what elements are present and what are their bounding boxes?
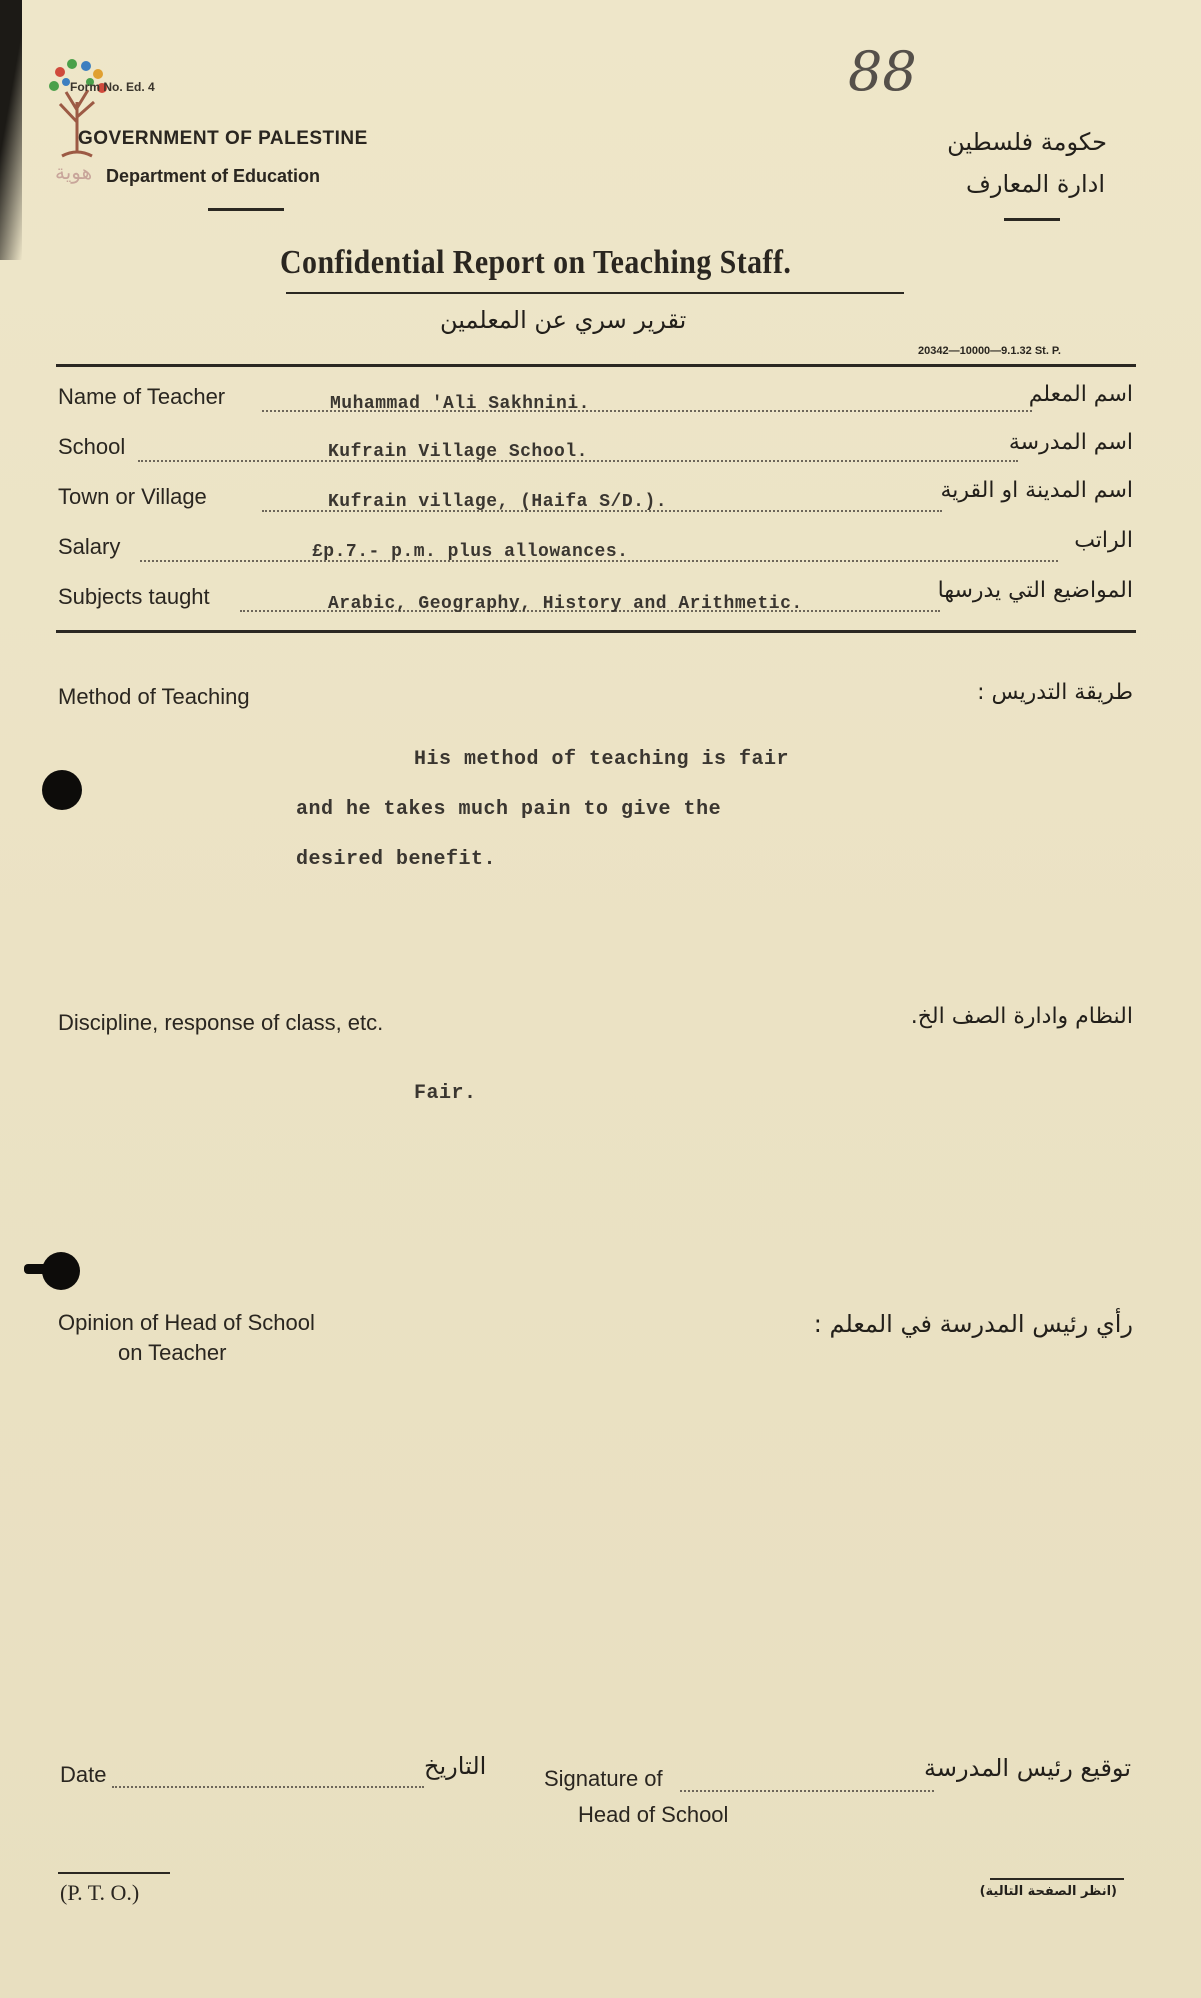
gov-title-ar: حكومة فلسطين [947,128,1107,156]
title-underline [286,292,904,294]
punch-hole-top [42,770,82,810]
method-line-1: His method of teaching is fair [414,748,790,771]
report-title-en: Confidential Report on Teaching Staff. [280,244,792,281]
handwritten-number: 88 [848,40,917,103]
field-label-ar: اسم المعلم [1028,382,1133,407]
field-value-typed: Muhammad 'Ali Sakhnini. [330,394,590,414]
scan-edge [0,0,22,260]
field-label-ar: اسم المدرسة [1008,430,1133,455]
dept-title-ar: ادارة المعارف [965,170,1105,198]
signature-dotted-line [680,1790,934,1792]
method-line-3: desired benefit. [296,848,497,871]
watermark-text: هوية [55,160,93,184]
field-value-typed: £p.7.- p.m. plus allowances. [312,542,629,562]
date-dotted-line [112,1786,424,1788]
header-rule-left [208,208,284,211]
opinion-label-en-1: Opinion of Head of School [58,1310,315,1335]
signature-label-en-2: Head of School [578,1802,729,1827]
field-label-ar: الراتب [1074,528,1133,553]
date-label-ar: التاريخ [424,1752,487,1780]
opinion-label-ar: رأي رئيس المدرسة في المعلم : [813,1310,1133,1338]
method-line-2: and he takes much pain to give the [296,798,722,821]
gov-title-en: GOVERNMENT OF PALESTINE [78,128,368,149]
report-title-ar: تقرير سري عن المعلمين [440,306,687,334]
print-code: 20342—10000—9.1.32 St. P. [918,345,1061,357]
header-rule-right [1004,218,1060,221]
signature-label-en: Signature of [544,1766,663,1791]
dept-title-en: Department of Education [106,166,321,186]
field-label-ar: المواضيع التي يدرسها [937,578,1133,603]
method-label-ar: طريقة التدريس : [977,680,1133,705]
field-value-typed: Kufrain Village School. [328,442,588,462]
field-label-ar: اسم المدينة او القرية [940,478,1133,503]
fields-top-rule [56,364,1136,367]
discipline-value: Fair. [414,1082,477,1105]
punch-hole-tab [24,1264,48,1274]
field-label-en: School [58,434,126,459]
fields-bottom-rule [56,630,1136,633]
field-label-en: Subjects taught [58,584,210,609]
field-value-typed: Kufrain village, (Haifa S/D.). [328,492,668,512]
form-number: Form No. Ed. 4 [70,80,155,94]
signature-label-ar: توقيع رئيس المدرسة [924,1754,1131,1782]
field-label-en: Name of Teacher [58,384,226,409]
discipline-label-en: Discipline, response of class, etc. [58,1010,384,1035]
field-value-typed: Arabic, Geography, History and Arithmetic. [328,594,803,614]
field-label-en: Town or Village [58,484,207,509]
pto-en: (P. T. O.) [60,1880,140,1905]
pto-ar: (انظر الصفحة التالية) [979,1884,1117,1899]
field-label-en: Salary [58,534,121,559]
pto-rule-right [990,1878,1124,1880]
discipline-label-ar: النظام وادارة الصف الخ. [910,1004,1133,1029]
opinion-label-en-2: on Teacher [118,1340,227,1365]
date-label-en: Date [60,1762,107,1787]
method-label-en: Method of Teaching [58,684,250,709]
pto-rule-left [58,1872,170,1874]
